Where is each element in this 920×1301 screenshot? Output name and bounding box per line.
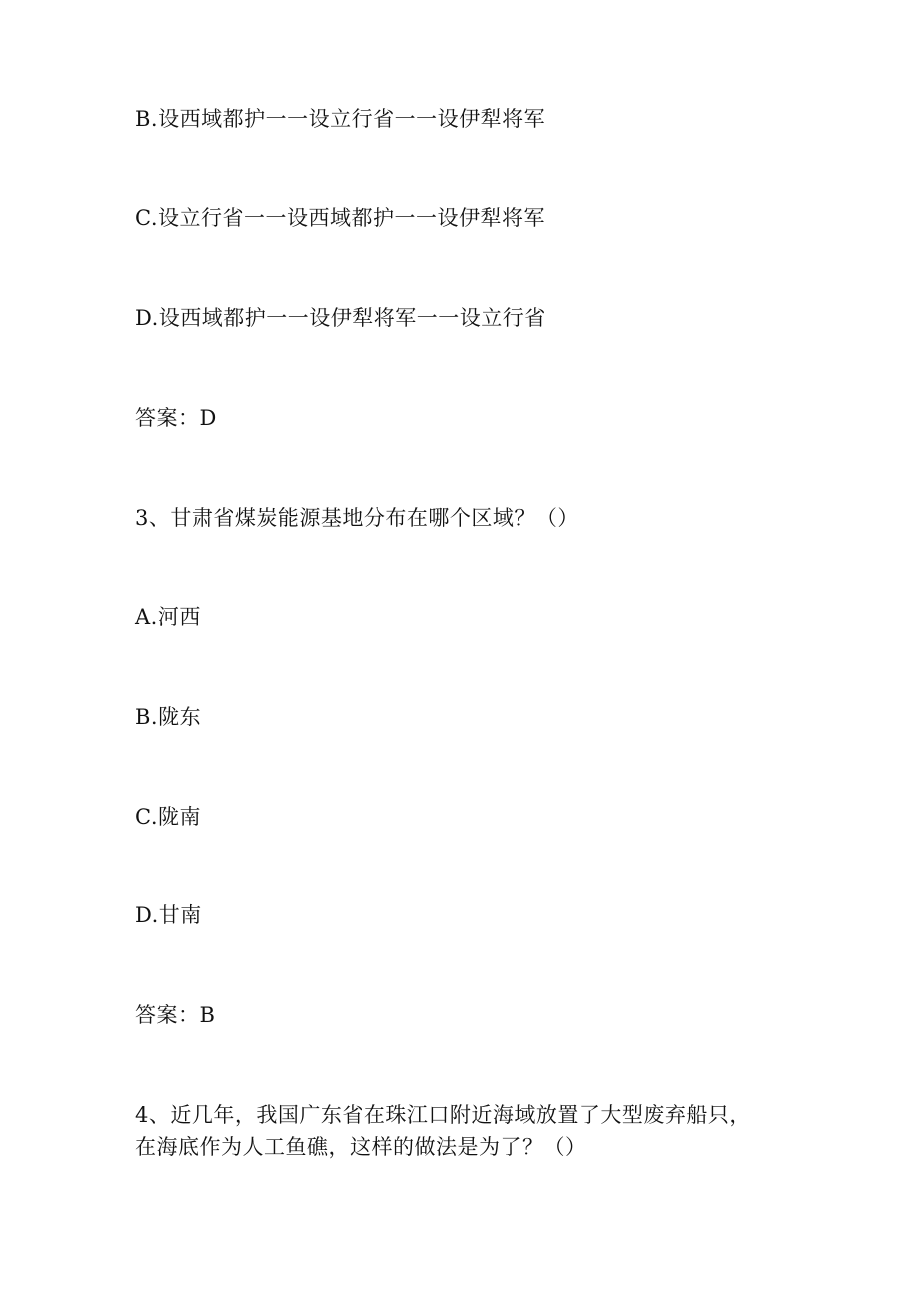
q2-option-d: D.设西域都护一一设伊犁将军一一设立行省 — [135, 306, 546, 330]
q3-question: 3、甘肃省煤炭能源基地分布在哪个区域？（） — [135, 506, 579, 530]
q2-answer: 答案：D — [135, 406, 217, 430]
q3-option-b: B.陇东 — [135, 705, 202, 729]
q3-option-a: A.河西 — [135, 605, 201, 629]
q3-option-c: C.陇南 — [135, 805, 201, 829]
q4-question-line-2: 在海底作为人工鱼礁，这样的做法是为了？（） — [135, 1135, 587, 1159]
q3-option-d: D.甘南 — [135, 903, 202, 927]
q4-question-line-1: 4、近几年，我国广东省在珠江口附近海域放置了大型废弃船只， — [135, 1103, 751, 1127]
q2-option-b: B.设西域都护一一设立行省一一设伊犁将军 — [135, 107, 546, 131]
q3-answer: 答案：B — [135, 1003, 216, 1027]
q2-option-c: C.设立行省一一设西域都护一一设伊犁将军 — [135, 206, 545, 230]
